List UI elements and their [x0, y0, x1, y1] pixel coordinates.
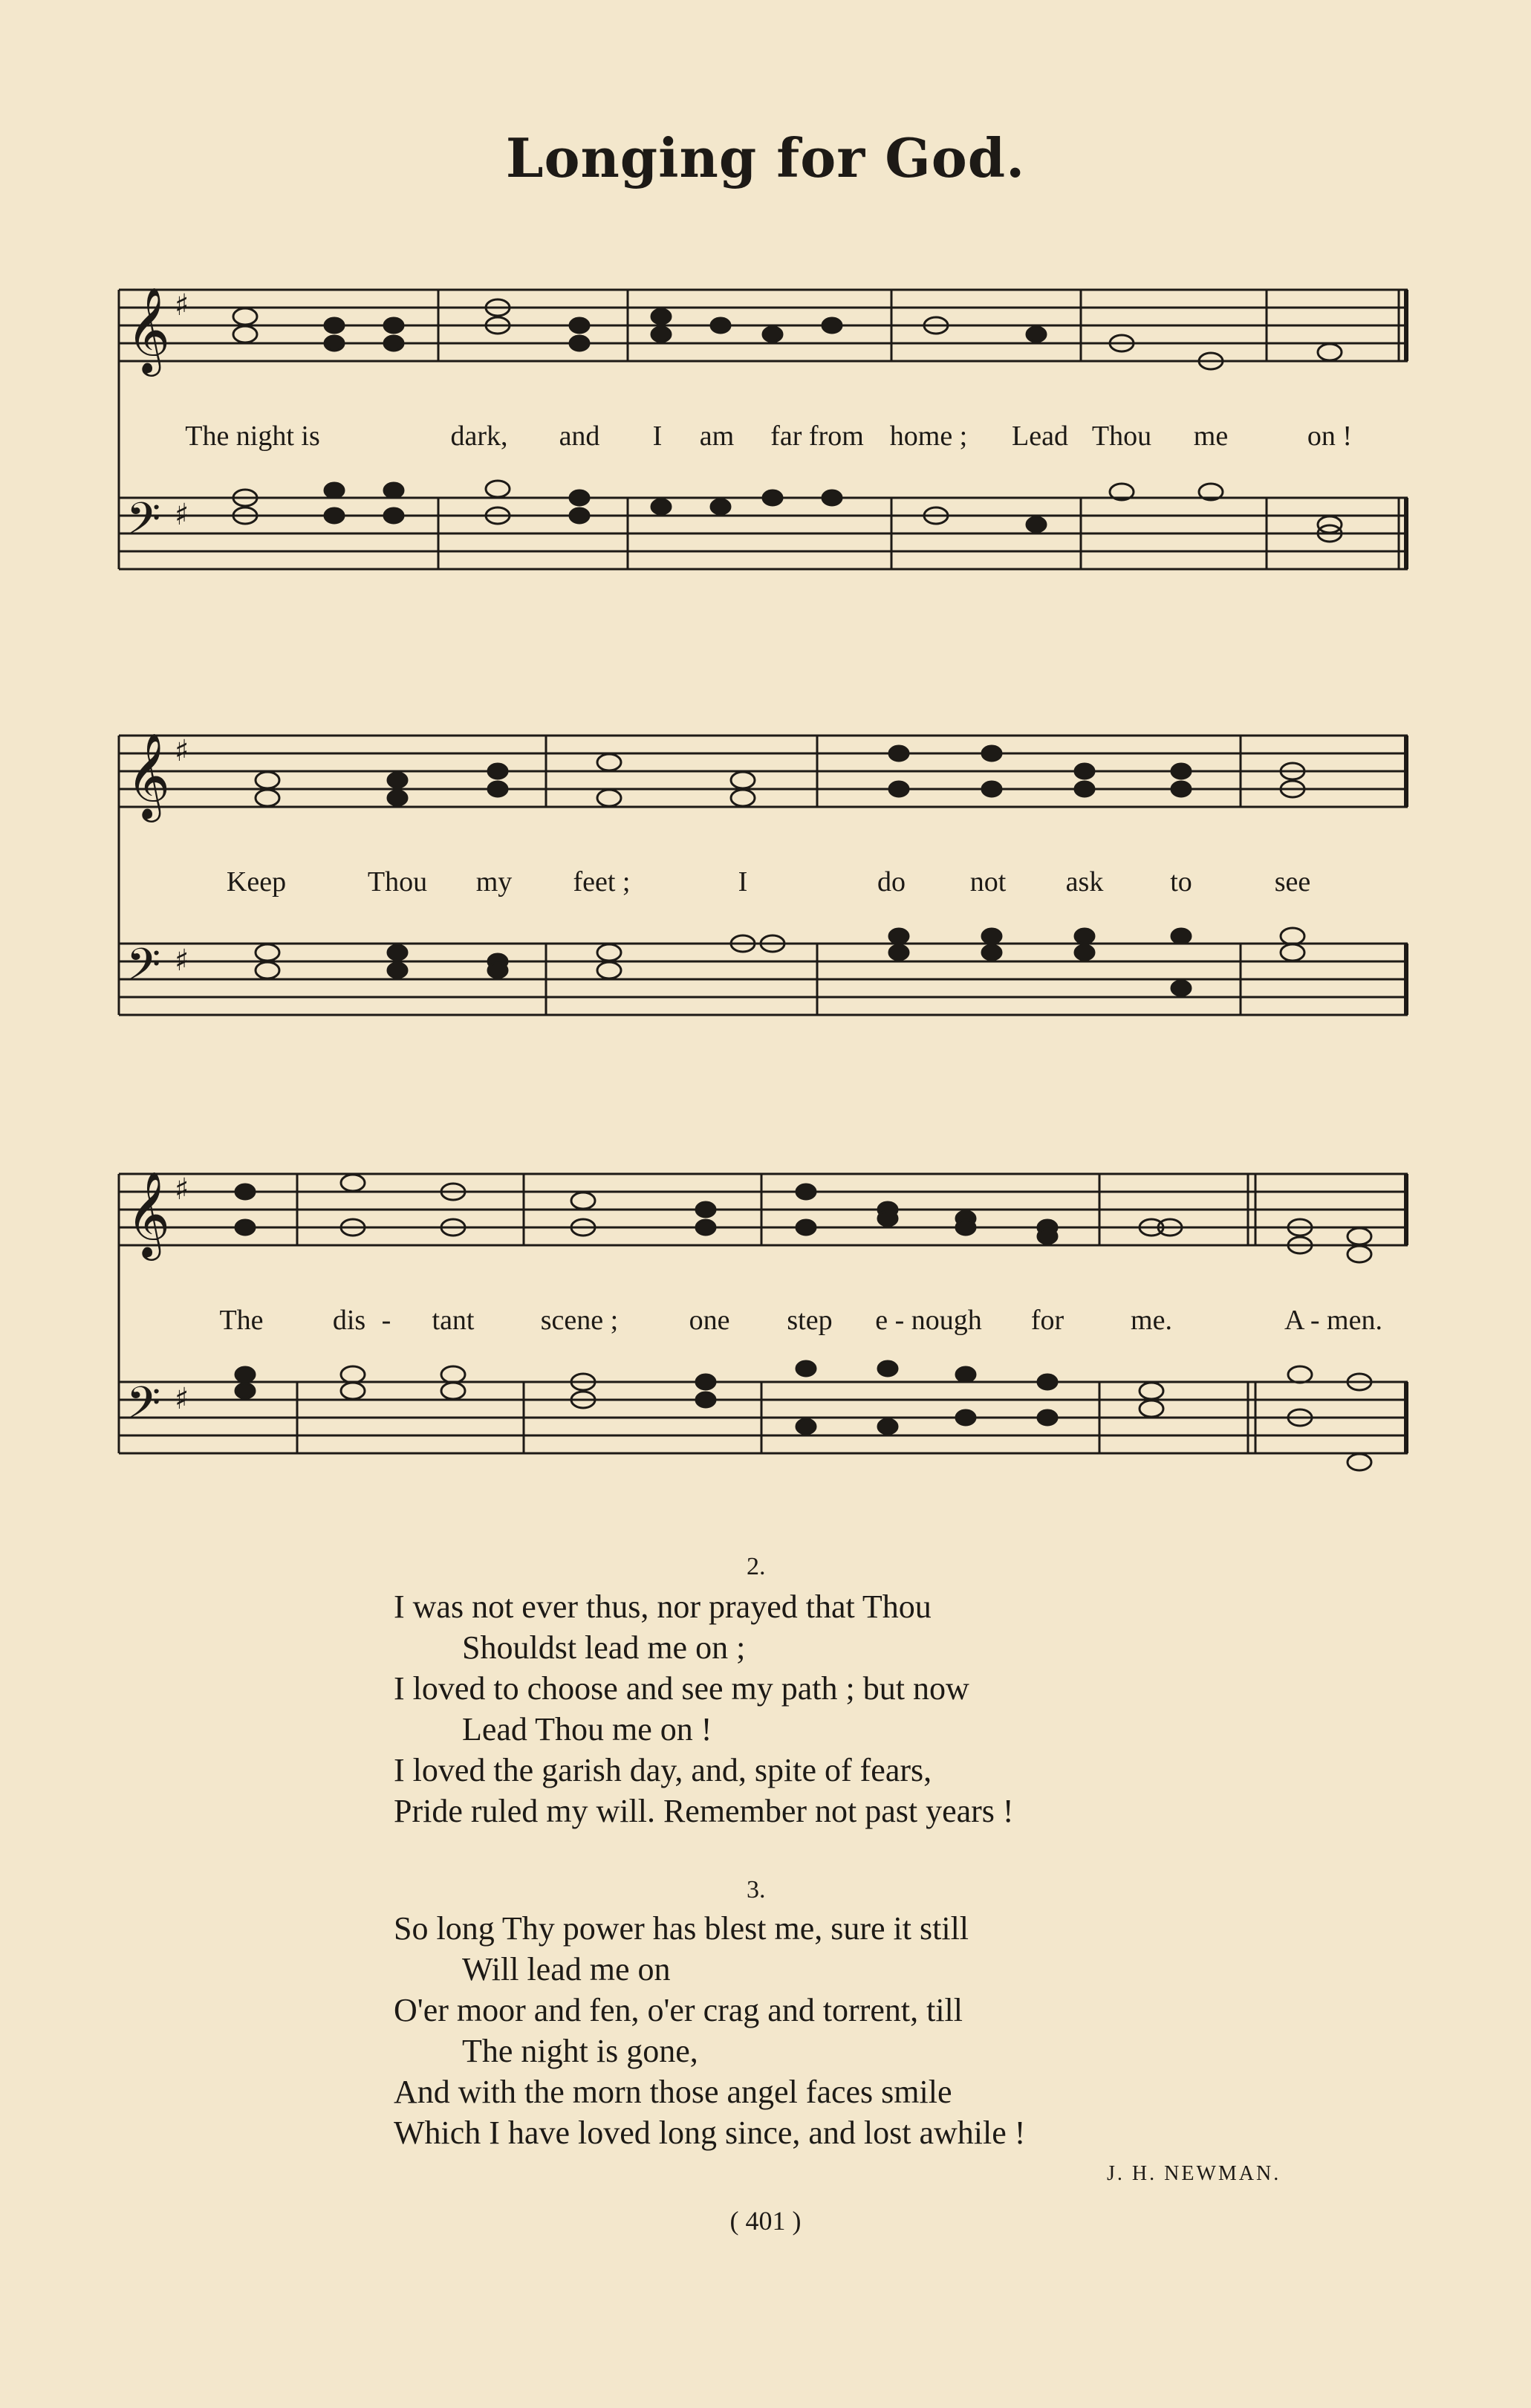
- svg-text:𝄞: 𝄞: [126, 286, 171, 373]
- svg-text:𝄢: 𝄢: [126, 493, 161, 555]
- page-number: ( 401 ): [729, 2206, 802, 2236]
- lyric-word: am: [699, 421, 735, 452]
- lyric-word: for: [1030, 1305, 1064, 1336]
- verse-line: Which I have loved long since, and lost awhile !: [394, 2115, 1026, 2151]
- lyric-word: dis: [332, 1305, 366, 1336]
- verse-line: Pride ruled my will. Remember not past years !: [394, 1793, 1014, 1829]
- verse-line: The night is gone,: [462, 2033, 698, 2069]
- verse-line: So long Thy power has blest me, sure it still: [394, 1910, 969, 1947]
- svg-text:♯: ♯: [175, 1382, 189, 1416]
- lyric-word: -: [381, 1305, 391, 1336]
- verse-line: Lead Thou me on !: [462, 1711, 712, 1747]
- verse-line: I loved to choose and see my path ; but now: [394, 1670, 969, 1707]
- svg-text:♯: ♯: [175, 944, 189, 978]
- svg-text:♯: ♯: [175, 1172, 189, 1207]
- author-credit: J. H. NEWMAN.: [1107, 2162, 1281, 2185]
- music-system-2: [111, 721, 1419, 1040]
- lyric-word: scene ;: [540, 1305, 619, 1336]
- verse-2: [394, 1586, 1014, 1831]
- lyric-word: me.: [1131, 1305, 1172, 1336]
- lyric-word: Lead: [1012, 421, 1068, 452]
- score-system-3: [111, 1159, 1419, 1501]
- lyric-word: me: [1193, 421, 1229, 452]
- lyric-word: e - nough: [875, 1305, 982, 1336]
- svg-text:♯: ♯: [175, 734, 189, 768]
- lyric-word: step: [787, 1305, 833, 1336]
- svg-text:𝄢: 𝄢: [126, 1377, 161, 1439]
- verse-line: Shouldst lead me on ;: [462, 1629, 746, 1666]
- lyric-word: tant: [432, 1305, 475, 1336]
- lyric-word: to: [1170, 866, 1192, 898]
- lyric-word: not: [969, 866, 1007, 898]
- verse-line: Will lead me on: [462, 1951, 671, 1987]
- verse-line: And with the morn those angel faces smile: [394, 2074, 952, 2110]
- verse-number: 3.: [747, 1876, 766, 1904]
- lyric-word: I: [652, 421, 663, 452]
- lyric-word: dark,: [450, 421, 508, 452]
- svg-text:𝄞: 𝄞: [126, 732, 171, 819]
- lyric-word: The night is: [185, 421, 320, 452]
- verse-line: I was not ever thus, nor prayed that Thou: [394, 1588, 932, 1625]
- lyric-word: Thou: [1091, 421, 1152, 452]
- svg-text:♯: ♯: [175, 288, 189, 322]
- music-system-3: [111, 1159, 1419, 1501]
- lyric-word: one: [689, 1305, 730, 1336]
- verse-line: I loved the garish day, and, spite of fears,: [394, 1752, 932, 1788]
- hymn-title: Longing for God.: [505, 126, 1026, 189]
- lyric-word: A - men.: [1284, 1305, 1382, 1336]
- lyric-word: I: [738, 866, 748, 898]
- lyric-word: home ;: [889, 421, 968, 452]
- lyric-word: far from: [770, 421, 864, 452]
- lyric-word: on !: [1307, 421, 1353, 452]
- lyric-word: and: [559, 421, 600, 452]
- svg-text:♯: ♯: [175, 498, 189, 532]
- verse-3: [394, 1908, 1025, 2153]
- verse-number: 2.: [747, 1553, 766, 1580]
- score-system-2: [111, 721, 1419, 1040]
- lyric-word: my: [475, 866, 513, 898]
- lyric-word: do: [877, 866, 906, 898]
- svg-text:𝄢: 𝄢: [126, 938, 161, 1001]
- lyric-word: see: [1274, 866, 1311, 898]
- lyric-word: ask: [1065, 866, 1104, 898]
- lyric-word: feet ;: [573, 866, 631, 898]
- svg-text:𝄞: 𝄞: [126, 1170, 171, 1257]
- lyric-word: The: [219, 1305, 264, 1336]
- verse-line: O'er moor and fen, o'er crag and torrent, till: [394, 1992, 963, 2028]
- lyric-word: Thou: [367, 866, 428, 898]
- lyric-word: Keep: [226, 866, 287, 898]
